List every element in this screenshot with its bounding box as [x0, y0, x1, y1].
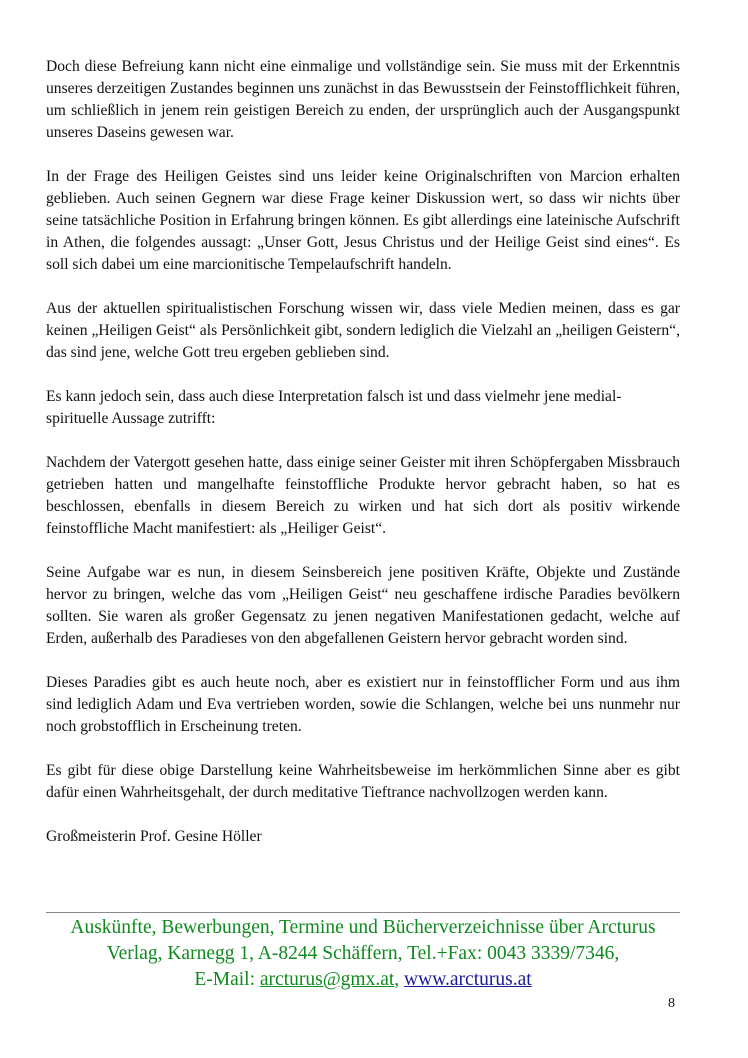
paragraph-paradies: Dieses Paradies gibt es auch heute noch, aber es existiert nur in feinstofflicher Form und aus ihm sind lediglich Adam und Eva vertrieben worden, sowie die Schlangen, welche bei uns nunmehr nur noch grobstofflich in Erscheinung treten. [46, 674, 680, 735]
paragraph-heiliger-geist-frage: In der Frage des Heiligen Geistes sind uns leider keine Originalschriften von Marcion erhalten geblieben. Auch seinen Gegnern war diese Frage keiner Diskussion wert, so dass wir nichts über seine tatsächliche Position in Erfahrung bringen können. Es gibt allerdings eine lateinische Aufschrift in Athen, die folgendes aussagt: „Unser Gott, Jesus Christus und der Heilige Geist sind eines“. Es soll sich dabei um eine marcionitische Tempelaufschrift handeln. [46, 168, 680, 273]
paragraph-vatergott: Nachdem der Vatergott gesehen hatte, dass einige seiner Geister mit ihren Schöpfergaben Missbrauch getrieben hatten und mangelhafte feinstoffliche Produkte hervor gebracht haben, so hat es beschlossen, ebenfalls in diesem Bereich zu wirken und hat sich dort als positiv wirkende feinstoffliche Macht manifestiert: als „Heiliger Geist“. [46, 454, 680, 537]
paragraph-spiritualistische-forschung: Aus der aktuellen spiritualistischen Forschung wissen wir, dass viele Medien meinen, dass es gar keinen „Heiligen Geist“ als Persönlichkeit gibt, sondern lediglich die Vielzahl an „heiligen Geistern“, das sind jene, welche Gott treu ergeben geblieben sind. [46, 300, 680, 361]
author-signature: Großmeisterin Prof. Gesine Höller [46, 828, 262, 845]
email-link[interactable]: arcturus@gmx.at [259, 969, 395, 990]
paragraph-befreiung: Doch diese Befreiung kann nicht eine einmalige und vollständige sein. Sie muss mit der Erkenntnis unseres derzeitigen Zustandes beginnen uns zunächst in das Bewusstsein der Feinstofflichkeit führen, um schließlich in jenem rein geistigen Bereich zu enden, der ursprünglich auch der Ausgangspunkt unseres Daseins gewesen war. [46, 58, 680, 141]
paragraph-aufgabe: Seine Aufgabe war es nun, in diesem Seinsbereich jene positiven Kräfte, Objekte und Zustände hervor zu bringen, welche das vom „Heiligen Geist“ neu geschaffene irdische Paradies bevölkern sollten. Sie waren als großer Gegensatz zu jenen negativen Manifestationen gedacht, welche auf Erden, außerhalb des Paradieses von den abgefallenen Geistern hervor gebracht worden sind. [46, 564, 680, 647]
website-link[interactable]: www.arcturus.at [404, 969, 532, 990]
footer-line-3 [30, 967, 696, 993]
footer-contact [30, 915, 696, 993]
paragraph-interpretation: Es kann jedoch sein, dass auch diese Interpretation falsch ist und dass vielmehr jene medial-spirituelle Aussage zutrifft: [46, 388, 622, 427]
footer-line-1: Auskünfte, Bewerbungen, Termine und Bücherverzeichnisse über Arcturus [70, 917, 656, 938]
footer-line-2: Verlag, Karnegg 1, A-8244 Schäffern, Tel.+Fax: 0043 3339/7346, [106, 943, 620, 964]
page-number: 8 [668, 996, 675, 1011]
footer-divider [46, 912, 680, 913]
document-body [46, 56, 680, 848]
email-label: E-Mail: [194, 969, 260, 990]
paragraph-wahrheitsgehalt: Es gibt für diese obige Darstellung keine Wahrheitsbeweise im herkömmlichen Sinne aber es gibt dafür einen Wahrheitsgehalt, der durch meditative Tieftrance nachvollzogen werden kann. [46, 762, 680, 801]
link-separator: , [394, 969, 405, 990]
